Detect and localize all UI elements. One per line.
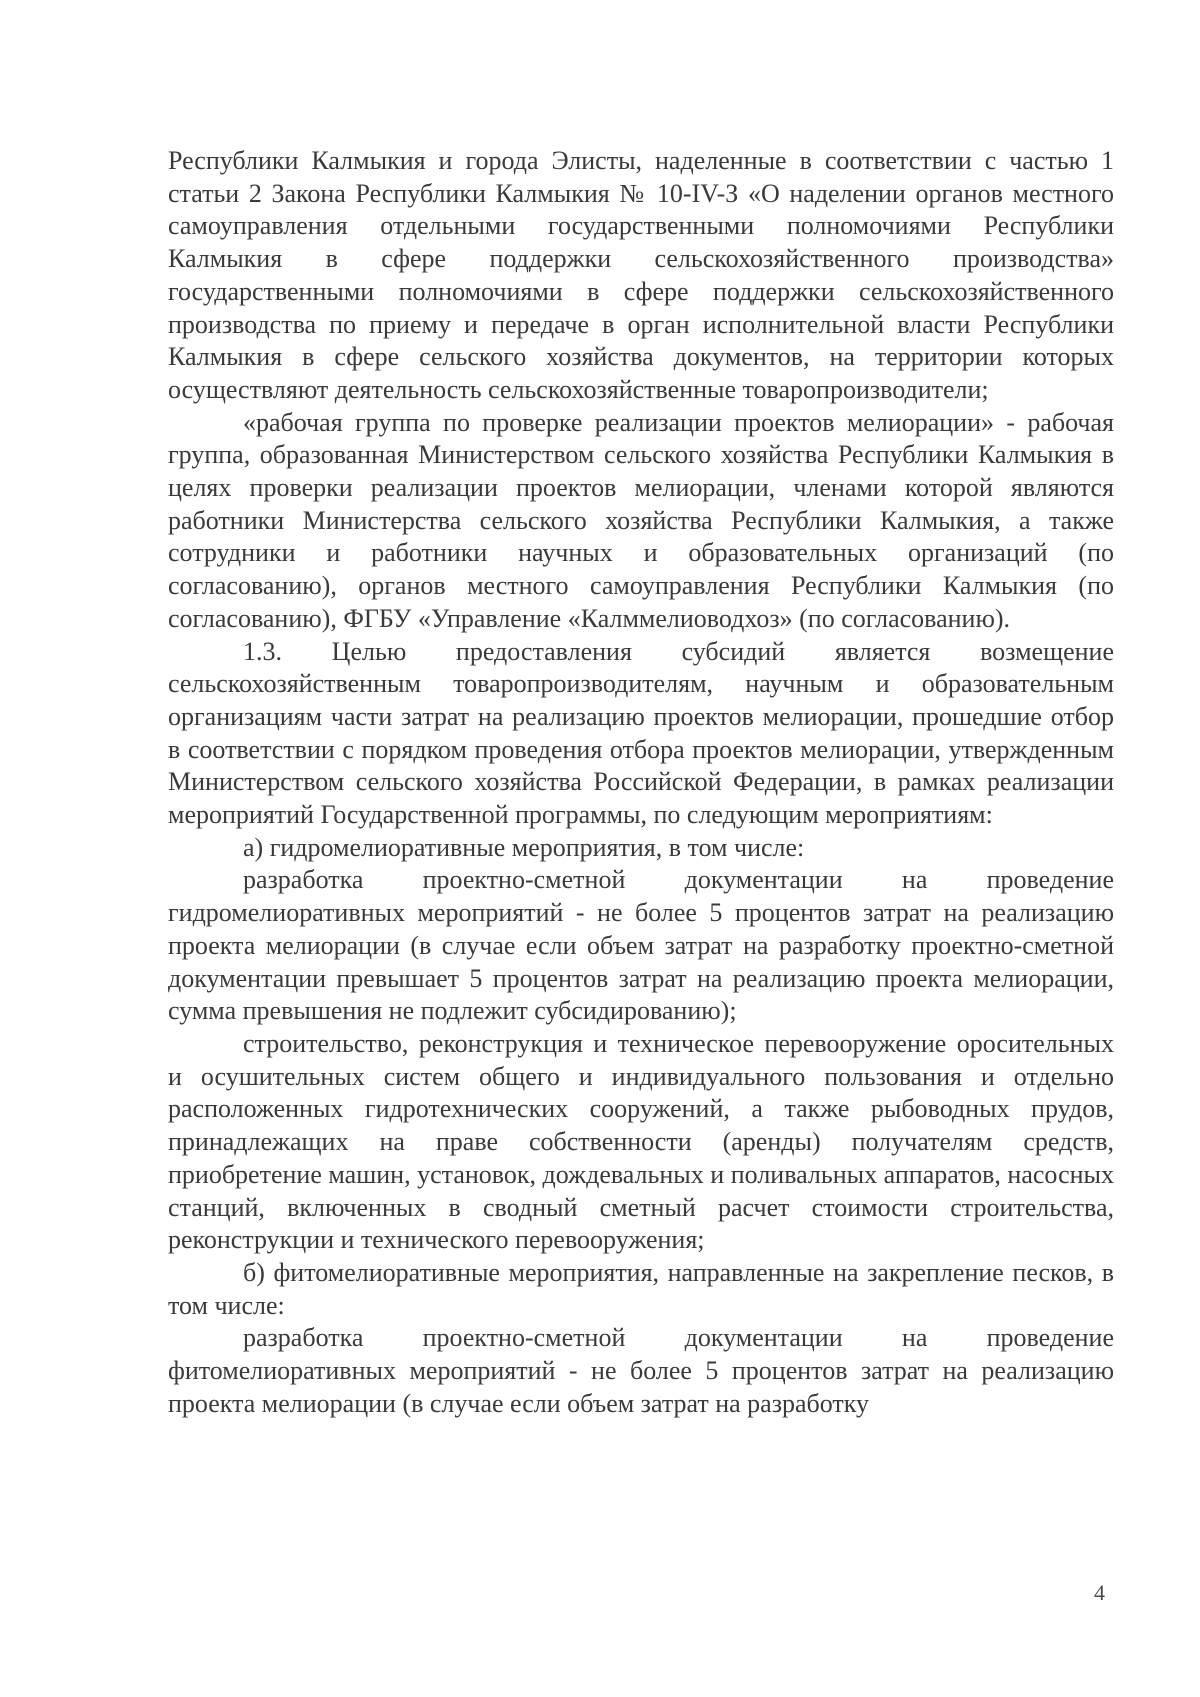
paragraph-item-a: а) гидромелиоративные мероприятия, в том числе:: [243, 832, 805, 862]
paragraph-item-b: б) фитомелиоративные мероприятия, направленные на закрепление песков, в том числе:: [168, 1257, 1114, 1320]
paragraph-design-docs-hydro: разработка проектно-сметной документации на проведение гидромелиоративных мероприятий - не более 5 процентов затрат на реализацию проекта мелиорации (в случае если объем затрат на разработку проектно-сметной документации превышает 5 процентов затрат на реализацию проекта мелиорации, сумма превышения не подлежит субсидированию);: [168, 865, 1114, 1026]
paragraph-continuation: Республики Калмыкия и города Элисты, наделенные в соответствии с частью 1 статьи 2 Закона Республики Калмыкия № 10-IV-З «О наделении органов местного самоуправления отдельными государственными полномочиями Республики Калмыкия в сфере поддержки сельскохозяйственного производства» государственными полномочиями в сфере поддержки сельскохозяйственного производства по приему и передаче в орган исполнительной власти Республики Калмыкия в сфере сельского хозяйства документов, на территории которых осуществляют деятельность сельскохозяйственные товаропроизводители;: [168, 146, 1114, 404]
paragraph-construction: строительство, реконструкция и техническое перевооружение оросительных и осушительных систем общего и индивидуального пользования и отдельно расположенных гидротехнических сооружений, а также рыбоводных прудов, принадлежащих на праве собственности (аренды) получателям средств, приобретение машин, установок, дождевальных и поливальных аппаратов, насосных станций, включенных в сводный сметный расчет стоимости строительства, реконструкции и технического перевооружения;: [168, 1028, 1114, 1255]
paragraph-working-group-definition: «рабочая группа по проверке реализации проектов мелиорации» - рабочая группа, образованная Министерством сельского хозяйства Республики Калмыкия в целях проверки реализации проектов мелиорации, членами которой являются работники Министерства сельского хозяйства Республики Калмыкия, а также сотрудники и работники научных и образовательных организаций (по согласованию), органов местного самоуправления Республики Калмыкия (по согласованию), ФГБУ «Управление «Калммелиоводхоз» (по согласованию).: [168, 407, 1114, 633]
paragraph-1-3-purpose: 1.3. Целью предоставления субсидий является возмещение сельскохозяйственным товаропроизводителям, научным и образовательным организациям части затрат на реализацию проектов мелиорации, прошедшие отбор в соответствии с порядком проведения отбора проектов мелиорации, утвержденным Министерством сельского хозяйства Российской Федерации, в рамках реализации мероприятий Государственной программы, по следующим мероприятиям:: [168, 636, 1114, 830]
paragraph-design-docs-phyto: разработка проектно-сметной документации на проведение фитомелиоративных мероприятий - не более 5 процентов затрат на реализацию проекта мелиорации (в случае если объем затрат на разработку: [168, 1323, 1114, 1418]
document-body: [168, 145, 1114, 1420]
page-number: 4: [1094, 1580, 1105, 1605]
